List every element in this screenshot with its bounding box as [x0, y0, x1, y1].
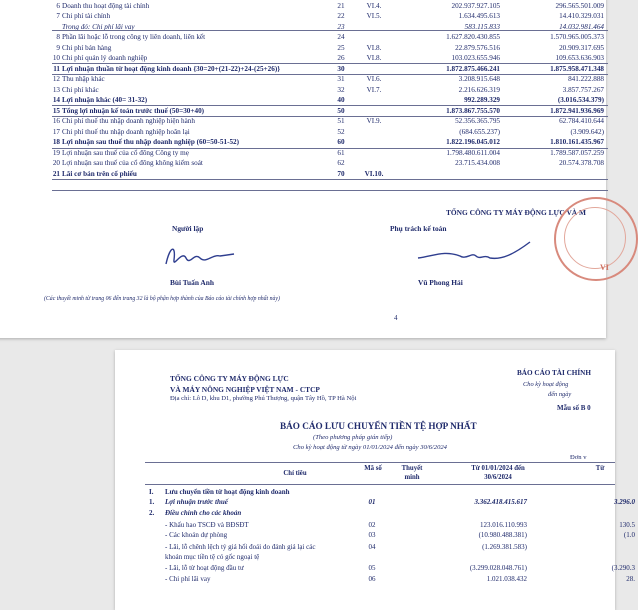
report-period-line2: đến ngày: [548, 391, 572, 398]
row-number: 8: [56, 33, 60, 41]
row-code: 22: [337, 12, 345, 20]
row-number: 21: [52, 169, 60, 178]
row-label: Lợi nhuận thuần từ hoạt động kinh doanh {30=20+(21-22)+24-(25+26)}: [62, 64, 281, 73]
table-row: [0, 158, 606, 169]
row-value-prior: 1.872.941.936.969: [550, 106, 604, 115]
row-label: Doanh thu hoạt động tài chính: [62, 1, 150, 10]
row-value-current: 1.627.820.430.855: [446, 33, 500, 41]
row-code: 01: [368, 498, 376, 506]
row-number: 17: [52, 127, 60, 136]
row-value-prior: (3.016.534.379): [557, 96, 604, 104]
row-value-current: 1.822.196.045.012: [446, 138, 500, 146]
row-value-current: 2.216.626.319: [458, 85, 500, 94]
row-value-current: 3.362.418.415.617: [474, 498, 527, 506]
row-code: 26: [337, 54, 345, 62]
preparer-label: Người lập: [172, 224, 204, 233]
row-number: 2.: [149, 509, 155, 517]
row-value-current: 202.937.927.105: [451, 1, 500, 10]
row-value-prior: 841.222.888: [568, 75, 604, 83]
row-value-current: 1.872.875.466.241: [446, 64, 500, 73]
header-item: Chỉ tiêu: [283, 470, 307, 477]
row-number: 18: [52, 138, 60, 146]
row-label: Lưu chuyển tiền từ hoạt động kinh doanh: [165, 488, 290, 496]
table-row: [0, 43, 606, 54]
table-row: [0, 1, 606, 12]
document-period: Cho kỳ hoạt động từ ngày 01/01/2024 đến ngày 30/6/2024: [293, 444, 447, 451]
header-note: Thuyết minh: [401, 465, 423, 481]
row-value-current: 1.873.867.755.570: [446, 106, 500, 115]
company-address: Địa chỉ: Lô D, khu D1, phường Phú Thượng, quận Tây Hồ, TP Hà Nội: [170, 395, 357, 402]
row-code: 32: [337, 85, 345, 94]
row-value-prior: 296.565.501.009: [555, 1, 604, 10]
table-row: [0, 127, 606, 138]
row-label: Lợi nhuận sau thuế của cổ đông Công ty mẹ: [62, 148, 189, 157]
row-value-prior: 109.653.636.903: [555, 54, 604, 62]
preparer-signature: [160, 236, 240, 276]
row-number: 6: [56, 1, 60, 10]
row-divider: [52, 190, 608, 191]
row-label: Lợi nhuận khác (40= 31-32): [62, 96, 148, 104]
row-number: 13: [52, 85, 60, 94]
cash-flow-page: [115, 350, 635, 610]
row-value-current: 1.634.495.613: [458, 12, 500, 20]
row-value-prior: (3.909.642): [570, 127, 604, 136]
row-value-current: 583.115.833: [464, 22, 500, 31]
row-value-current: 992.289.329: [464, 96, 500, 104]
row-code: 25: [337, 43, 345, 52]
report-period-line1: Cho kỳ hoạt động: [523, 381, 569, 388]
company-name-line1: TỔNG CÔNG TY MÁY ĐỘNG LỰC: [170, 374, 289, 383]
row-value-current: 123.016.110.993: [480, 521, 527, 529]
row-number: 9: [56, 43, 60, 52]
chief-accountant-signature: [414, 236, 544, 272]
row-code: 31: [337, 75, 345, 83]
footnote: (Các thuyết minh từ trang 06 đến trang 32 là bộ phận hợp thành của Báo cáo tài chính hợp nhất này): [44, 296, 280, 302]
row-label: - Các khoản dự phòng: [165, 531, 228, 539]
row-value-prior: 28.: [626, 575, 635, 583]
row-value-prior: 14.032.981.464: [559, 22, 604, 31]
row-divider: [52, 74, 608, 75]
row-code: 52: [337, 127, 345, 136]
table-row: [0, 169, 606, 180]
row-divider: [52, 105, 608, 106]
row-value-current: 23.715.434.008: [455, 159, 500, 167]
row-code: 23: [337, 22, 345, 31]
row-value-prior: (3.290.3: [611, 564, 635, 572]
row-value-prior: 1.570.965.005.373: [550, 33, 604, 41]
row-code: 04: [368, 543, 376, 551]
row-label: Chi phí khác: [62, 85, 99, 94]
table-row: [0, 85, 606, 96]
row-number: 16: [52, 117, 60, 125]
row-value-current: 3.208.915.648: [458, 75, 500, 83]
report-type: BÁO CÁO TÀI CHÍNH: [517, 369, 591, 377]
row-divider: [52, 30, 608, 31]
row-value-prior: 1.875.958.471.348: [550, 64, 604, 73]
row-label: Điều chỉnh cho các khoản: [165, 509, 242, 517]
row-code: 24: [337, 33, 345, 41]
row-number: 19: [52, 148, 60, 157]
row-label: Lợi nhuận sau thuế của cổ đông không kiểm soát: [62, 159, 203, 167]
row-value-prior: 14.410.329.031: [559, 12, 604, 20]
row-code: 62: [337, 159, 345, 167]
row-value-current: 1.798.480.611.004: [446, 148, 500, 157]
company-name-line2: VÀ MÁY NÔNG NGHIỆP VIỆT NAM - CTCP: [170, 385, 320, 394]
row-label: Lợi nhuận trước thuế: [165, 498, 228, 506]
row-divider: [52, 63, 608, 64]
row-code: 03: [368, 531, 376, 539]
row-value-current: 1.021.038.432: [486, 575, 527, 583]
document-title: BÁO CÁO LƯU CHUYỂN TIỀN TỆ HỢP NHẤT: [280, 421, 477, 431]
row-label: - Lãi, lỗ từ hoạt động đầu tư: [165, 564, 244, 572]
row-label: Lợi nhuận sau thuế thu nhập doanh nghiệp (60=50-51-52): [62, 138, 240, 146]
row-note: VI.6.: [366, 75, 382, 83]
row-code: 02: [368, 521, 376, 529]
row-value-prior: 3.857.757.267: [562, 85, 604, 94]
row-value-prior: 20.909.317.695: [559, 43, 604, 52]
row-label: Trong đó: Chi phí lãi vay: [62, 22, 135, 31]
header-bottom-border: [145, 484, 615, 485]
row-divider: [52, 148, 608, 149]
row-value-prior: 3.296.0: [614, 498, 635, 506]
table-row: [0, 64, 606, 75]
currency-unit: Đơn v: [570, 454, 587, 461]
table-row: [0, 11, 606, 22]
form-number: Mẫu số B 0: [557, 404, 591, 412]
page-number: 4: [394, 314, 398, 322]
row-value-prior: 1.810.161.435.967: [550, 138, 604, 146]
row-code: 05: [368, 564, 376, 572]
row-value-current: 22.879.576.516: [455, 43, 500, 52]
table-row: [0, 32, 606, 43]
table-row: [0, 53, 606, 64]
row-code: 70: [337, 169, 345, 178]
header-code: Mã số: [364, 465, 382, 472]
row-number: 11: [53, 64, 60, 73]
row-label: Chi phí thuế thu nhập doanh nghiệp hoãn lại: [62, 127, 190, 136]
row-code: 61: [337, 148, 345, 157]
row-code: 40: [337, 96, 345, 104]
row-number: 1.: [149, 498, 155, 506]
table-row: [0, 116, 606, 127]
row-code: 50: [337, 106, 345, 115]
company-sign-line: TỔNG CÔNG TY MÁY ĐỘNG LỰC VÀ M: [446, 208, 586, 217]
row-number: 14: [52, 96, 60, 104]
row-value-prior: (1.0: [623, 531, 635, 539]
row-label: Lãi cơ bản trên cổ phiếu: [62, 169, 137, 178]
row-label: - Chi phí lãi vay: [165, 575, 211, 583]
row-label: - Khấu hao TSCĐ và BĐSĐT: [165, 521, 249, 529]
row-number: 7: [56, 12, 60, 20]
row-label: Chi phí bán hàng: [62, 43, 112, 52]
table-row: [0, 95, 606, 106]
row-number: 15: [52, 106, 60, 115]
row-value-current: (1.269.381.583): [482, 543, 527, 551]
row-note: VI.4.: [366, 1, 382, 10]
chief-accountant-name: Vũ Phong Hải: [418, 278, 463, 287]
row-label: Chi phí thuế thu nhập doanh nghiệp hiện hành: [62, 117, 195, 125]
table-row: [0, 74, 606, 85]
row-label: Chi phí quản lý doanh nghiệp: [62, 54, 148, 62]
row-label: Thu nhập khác: [62, 75, 105, 83]
row-number: I.: [149, 488, 154, 496]
header-col1: Từ 01/01/2024 đến 30/6/2024: [471, 465, 525, 481]
table-row: [0, 137, 606, 148]
row-value-prior: 20.574.378.708: [559, 159, 604, 167]
row-code: 51: [337, 117, 345, 125]
company-name-block: [170, 373, 320, 395]
row-label: Chi phí tài chính: [62, 12, 111, 20]
row-label: Phần lãi hoặc lỗ trong công ty liên doanh, liên kết: [62, 33, 206, 41]
row-note: VI.5.: [366, 12, 382, 20]
row-value-current: (3.299.028.048.761): [469, 564, 527, 572]
row-code: 60: [337, 138, 345, 146]
row-code: 06: [368, 575, 376, 583]
company-seal: VI: [554, 197, 638, 281]
chief-accountant-label: Phụ trách kế toán: [390, 224, 447, 233]
row-number: 12: [52, 75, 60, 83]
header-col2: Từ: [595, 465, 605, 472]
row-divider: [52, 179, 608, 180]
row-code: 21: [337, 1, 345, 10]
row-value-current: 103.023.655.946: [451, 54, 500, 62]
row-label: khoản mục tiền tệ có gốc ngoại tệ: [165, 553, 260, 561]
row-note: VI.8.: [366, 43, 382, 52]
row-note: VI.10.: [364, 169, 384, 178]
row-code: 30: [337, 64, 345, 73]
table-top-border: [145, 462, 615, 463]
row-value-current: (10.980.488.381): [478, 531, 527, 539]
row-note: VI.8.: [366, 54, 382, 62]
table-row: [0, 106, 606, 117]
table-row: [0, 148, 606, 159]
row-value-prior: 130.5: [619, 521, 635, 529]
row-number: 20: [52, 159, 60, 167]
document-subtitle: (Theo phương pháp gián tiếp): [313, 434, 393, 441]
row-label: - Lãi, lỗ chênh lệch tỷ giá hối đoái do đánh giá lại các: [165, 543, 316, 551]
row-number: 10: [52, 54, 60, 62]
row-value-prior: 62.784.410.644: [559, 117, 604, 125]
row-label: Tổng lợi nhuận kế toán trước thuế (50=30+40): [62, 106, 205, 115]
row-value-current: (684.655.237): [459, 127, 500, 136]
row-note: VI.9.: [366, 117, 382, 125]
row-value-prior: 1.789.587.057.259: [550, 148, 604, 157]
row-divider: [52, 116, 608, 117]
row-note: VI.7.: [366, 85, 382, 94]
row-value-current: 52.356.365.795: [455, 117, 500, 125]
preparer-name: Bùi Tuấn Anh: [170, 278, 214, 287]
